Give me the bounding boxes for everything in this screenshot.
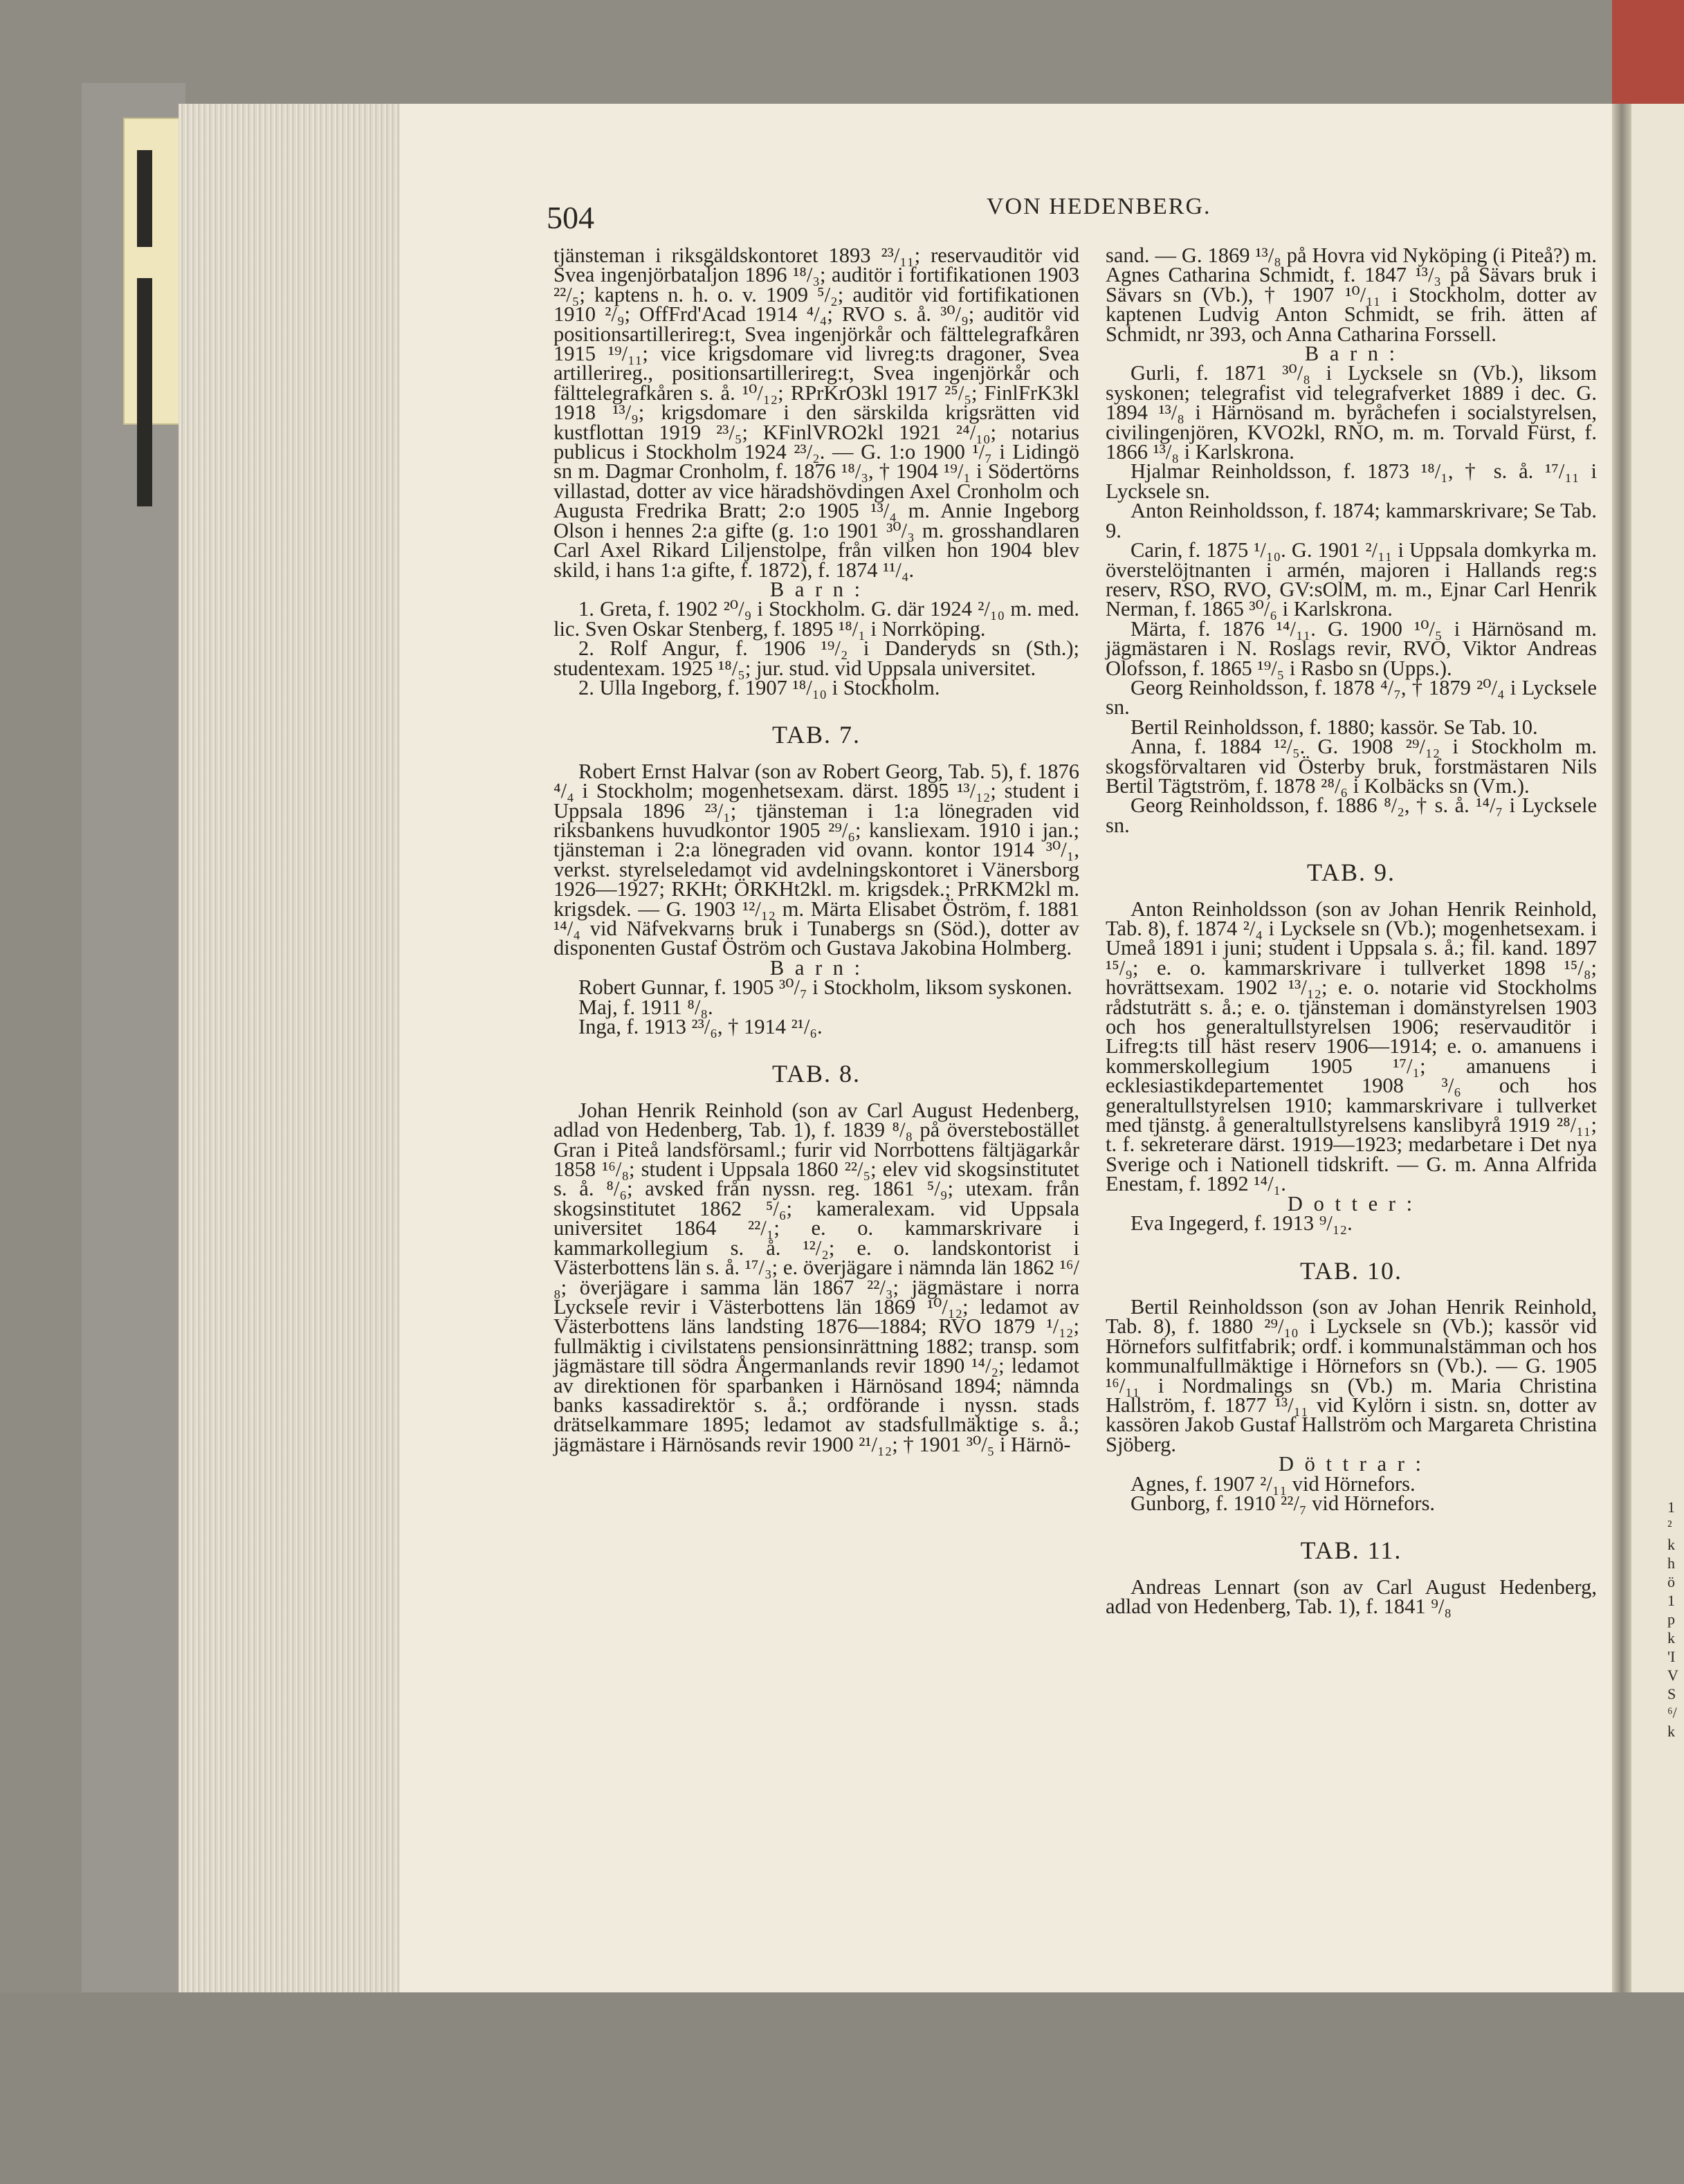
entry-paragraph: tjänsteman i riksgäldskontoret 1893 ²³/₁₁; reservauditör vid Svea ingenjörbataljon 1896 ¹⁸/₃; auditör i fortifikationen 1903 ²²/₅; kaptens n. h. o. v. 1909 ⁵/₂; auditör vid fortifikationen 1910 ²/₉; OffFrd'Acad 1914 ⁴/₄; RVO s. å. ³⁰/₉; auditör vid positionsartillerireg:t, Svea ingenjörkår och fälttelegrafkåren 1915 ¹⁹/₁₁; vice krigsdomare vid livreg:ts dragoner, Svea artillerireg., positionsartillerireg:t, Svea ingenjörkår och fälttelegrafkåren s. å. ¹⁰/₁₂; RPrKrO3kl 1917 ²⁵/₅; FinlFrK3kl 1918 ¹³/₉; krigsdomare i den särskilda krigsrätten vid kustflottan 1919 ²³/₅; KFinlVRO2kl 1921 ²⁴/₁₀; notarius publicus i Stockholm 1924 ²³/₂. — G. 1:o 1900 ¹/₇ i Lidingö sn m. Dagmar Cronholm, f. 1876 ¹⁸/₃, † 1904 ¹⁹/₁ i Södertörns villastad, dotter av vice häradshövdingen Axel Cronholm och Augusta Fredrika Bratt; 2:o 1905 ¹³/₄ m. Annie Ingeborg Olson i hennes 2:a gifte (g. 1:o 1901 ³⁰/₃ m. grosshandlaren Carl Axel Rikard Liljenstolpe, från vilken hon 1904 blev skild, i hans 1:a gifte, f. 1872), f. 1874 ¹¹/₄. — [553, 244, 1079, 582]
section-label: B a r n : — [769, 577, 863, 601]
margin-fragment: ⁶/ — [1667, 1704, 1677, 1721]
entry-paragraph: Agnes, f. 1907 ²/₁₁ vid Hörnefors. — [1131, 1471, 1416, 1496]
table-heading: TAB. 9. — [1306, 859, 1396, 887]
entry-paragraph: 2. Ulla Ingeborg, f. 1907 ¹⁸/₁₀ i Stockholm. — [578, 675, 940, 699]
entry-paragraph: Anton Reinholdsson (son av Johan Henrik Reinhold, Tab. 8), f. 1874 ²/₄ i Lycksele sn (Vb.); mogenhetsexam. i Umeå 1891 i juni; student i Uppsala s. å.; fil. kand. 1897 ¹⁵/₉; e. o. kammarskrivare i tullverket 1898 ¹⁵/₈; hovrättsexam. 1902 ¹³/₁₂; e. o. notarie vid Stockholms rådstuträtt s. å.; e. o. tjänsteman i domänstyrelsen 1903 och hos generaltullstyrelsen 1906; reservauditör i Lifreg:ts till häst reserv 1906—1914; e. o. amanuens i kommerskollegium 1905 ¹⁷/₁; amanuens i ecklesiastikdepartementet 1908 ³/₆ och hos generaltullstyrelsen 1910; kammarskrivare i tullverket med tjänstg. å generaltullstyrelsens kanslibyrå 1919 ²⁸/₁₁; t. f. sekreterare därst. 1919—1923; medarbetare i Det nya Sverige och i Nationell tidskrift. — G. m. Anna Alfrida Enestam, f. 1892 ¹⁴/₁. — [1106, 897, 1597, 1196]
section-label: D o t t e r : — [1287, 1191, 1416, 1215]
margin-fragment: 'I — [1667, 1648, 1676, 1665]
entry-paragraph: Carin, f. 1875 ¹/₁₀. G. 1901 ²/₁₁ i Uppsala domkyrka m. överstelöjtnanten i armén, majoren i Hallands reg:s reserv, RSO, RVO, GV:sOlM, m. m., Ejnar Carl Henrik Nerman, f. 1865 ³⁰/₆ i Karlskrona. — [1106, 538, 1597, 621]
entry-paragraph: Inga, f. 1913 ²³/₆, † 1914 ²¹/₆. — [578, 1015, 823, 1039]
entry-paragraph: Hjalmar Reinholdsson, f. 1873 ¹⁸/₁, † s. å. ¹⁷/₁₁ i Lycksele sn. — [1106, 459, 1597, 503]
table-heading: TAB. 7. — [771, 721, 861, 749]
entry-paragraph: Eva Ingegerd, f. 1913 ⁹/₁₂. — [1131, 1211, 1353, 1236]
entry-paragraph: Georg Reinholdsson, f. 1878 ⁴/₇, † 1879 ²⁰/₄ i Lycksele sn. — [1106, 675, 1597, 719]
section-label: D ö t t r a r : — [1279, 1452, 1424, 1476]
section-label: B a r n : — [769, 955, 863, 980]
entry-paragraph: Andreas Lennart (son av Carl August Hedenberg, adlad von Hedenberg, Tab. 1), f. 1841 ⁹/₈ — [1106, 1575, 1597, 1619]
table-heading: TAB. 11. — [1300, 1536, 1402, 1565]
running-head: VON HEDENBERG. — [987, 194, 1211, 219]
right-column — [1106, 246, 1597, 1617]
entry-paragraph: Robert Ernst Halvar (son av Robert Georg, Tab. 5), f. 1876 ⁴/₄ i Stockholm; mogenhetsexam. därst. 1895 ¹³/₁₂; student i Uppsala 1896 ²³/₁; tjänsteman i 1:a lönegraden vid riksbankens huvudkontor 1905 ²⁹/₆; kansliexam. 1910 i jan.; tjänsteman i 2:a lönegraden vid ovann. kontor 1914 ³⁰/₁, verkst. styrelseledamot vid avdelningskontoret i Vänersborg 1926—1927; RKHt; ÖRKHt2kl. m. krigsdek.; PrRKM2kl m. krigsdek. — G. 1903 ¹²/₁₂ m. Märta Elisabet Öström, f. 1881 ¹⁴/₄ vid Näfvekvarns bruk i Tunabergs sn (Söd.), dotter av disponenten Gustaf Öström och Gustava Jakobina Holmberg. — [553, 759, 1079, 960]
entry-paragraph: Johan Henrik Reinhold (son av Carl August Hedenberg, adlad von Hedenberg, Tab. 1), f. 1839 ⁸/₈ på överstebostället Gran i Piteå landsförsaml.; furir vid Norrbottens fältjägarkår 1858 ¹⁶/₈; student i Uppsala 1860 ²²/₅; elev vid skogsinstitutet s. å. ⁸/₆; avsked från nyssn. reg. 1861 ⁵/₉; utexam. från skogsinstitutet 1862 ⁵/₆; kameralexam. vid Uppsala universitet 1864 ²²/₁; e. o. kammarskrivare i kammarkollegium s. å. ¹²/₂; e. o. landskontorist i Västerbottens län s. å. ¹⁷/₃; e. överjägare i nämnda län 1862 ¹⁶/₈; överjägare i samma län 1867 ²²/₃; jägmästare i norra Lycksele revir i Västerbottens län 1869 ¹⁰/₁₂; ledamot av Västerbottens läns landsting 1876—1884; RVO 1879 ¹/₁₂; fullmäktig i civilstatens pensionsinrättning 1882; transp. som jägmästare till södra Ångermanlands revir 1890 ¹⁴/₂; ledamot av direktionen för sparbanken i Härnösand 1894; nämnda banks kassadirektör s. å.; ordförande i nyssn. stads drätselkammare 1895; ledamot av stadsfullmäktige s. å.; jägmästare i Härnösands revir 1900 ²¹/₁₂; † 1901 ³⁰/₅ i Härnö- — [553, 1098, 1079, 1456]
book-gutter — [1612, 104, 1631, 2096]
margin-fragment: V — [1667, 1667, 1678, 1684]
entry-paragraph: Märta, f. 1876 ¹⁴/₁₁. G. 1900 ¹⁰/₅ i Härnösand m. jägmästaren i N. Roslags revir, RVO, Viktor Andreas Olofsson, f. 1865 ¹⁹/₅ i Rasbo sn (Upps.). — [1106, 616, 1597, 680]
margin-fragment: ö — [1667, 1573, 1675, 1590]
entry-paragraph: Anna, f. 1884 ¹²/₅. G. 1908 ²⁹/₁₂ i Stockholm m. skogsförvaltaren vid Österby bruk, forstmästaren Nils Bertil Tägtström, f. 1878 ²⁸/₆ i Kolbäcks sn (Vm.). — [1106, 735, 1597, 798]
table-heading: TAB. 8. — [771, 1060, 861, 1088]
clip-mark — [137, 150, 152, 247]
entry-paragraph: 1. Greta, f. 1902 ²⁰/₉ i Stockholm. G. där 1924 ²/₁₀ m. med. lic. Sven Oskar Stenberg, f. 1895 ¹⁸/₁ i Norrköping. — [553, 597, 1079, 641]
scanner-background-bottom — [0, 1992, 1684, 2184]
entry-paragraph: Bertil Reinholdsson, f. 1880; kassör. Se Tab. 10. — [1131, 715, 1538, 739]
page-number: 504 — [547, 200, 594, 235]
margin-fragment: 1 — [1667, 1592, 1675, 1609]
book-page — [400, 104, 1612, 1992]
clip-mark — [137, 278, 152, 506]
entry-paragraph: Maj, f. 1911 ⁸/₈. — [578, 995, 713, 1019]
margin-fragment: k — [1667, 1723, 1675, 1740]
facing-page-fragments — [1667, 1498, 1678, 1741]
margin-fragment: S — [1667, 1685, 1676, 1703]
margin-fragment: ² — [1667, 1517, 1672, 1534]
margin-fragment: k — [1667, 1629, 1675, 1646]
entry-paragraph: sand. — G. 1869 ¹³/₈ på Hovra vid Nyköping (i Piteå?) m. Agnes Catharina Schmidt, f. 1847 ¹³/₃ på Sävars bruk i Sävars sn (Vb.), † 1907 ¹⁰/₁₁ i Stockholm, dotter av kaptenen Ludvig Anton Schmidt, se frih. ätten af Schmidt, nr 393, och Anna Catharina Forssell. — [1106, 244, 1597, 346]
facing-page — [1631, 104, 1684, 2096]
section-label: B a r n : — [1304, 342, 1398, 366]
entry-paragraph: Anton Reinholdsson, f. 1874; kammarskrivare; Se Tab. 9. — [1106, 499, 1597, 542]
entry-paragraph: 2. Rolf Angur, f. 1906 ¹⁹/₂ i Danderyds sn (Sth.); studentexam. 1925 ¹⁸/₅; jur. stud. vid Uppsala universitet. — [553, 636, 1079, 680]
entry-paragraph: Georg Reinholdsson, f. 1886 ⁸/₂, † s. å. ¹⁴/₇ i Lycksele sn. — [1106, 793, 1597, 837]
entry-paragraph: Gurli, f. 1871 ³⁰/₈ i Lycksele sn (Vb.), liksom syskonen; telegrafist vid telegrafverket 1889 i dec. G. 1894 ¹³/₈ i Härnösand m. byråchefen i socialstyrelsen, civilingenjören, KVO2kl, RNO, m. m. Torvald Fürst, f. 1866 ¹³/₈ i Karlskrona. — [1106, 361, 1597, 464]
margin-fragment: p — [1667, 1611, 1675, 1628]
entry-paragraph: Robert Gunnar, f. 1905 ³⁰/₇ i Stockholm, liksom syskonen. — [578, 975, 1072, 1000]
book-cover-corner — [1612, 0, 1684, 104]
table-heading: TAB. 10. — [1299, 1256, 1403, 1285]
margin-fragment: k — [1667, 1536, 1675, 1553]
margin-fragment: 1 — [1667, 1498, 1675, 1516]
entry-paragraph: Gunborg, f. 1910 ²²/₇ vid Hörnefors. — [1131, 1491, 1436, 1515]
left-column — [553, 246, 1079, 1454]
book-page-edges — [179, 104, 400, 2013]
entry-paragraph: Bertil Reinholdsson (son av Johan Henrik Reinhold, Tab. 8), f. 1880 ²⁹/₁₀ i Lycksele sn (Vb.); kassör vid Hörnefors sulfitfabrik; ordf. i kommunalstämman och hos kommunalfullmäktige i Hörnefors sn (Vb.). — G. 1905 ¹⁶/₁₁ i Nordmalings sn (Vb.) m. Maria Christina Hallström, f. 1877 ¹³/₁₁ vid Kylörn i sistn. sn, dotter av kassören Jakob Gustaf Hallström och Margareta Christina Sjöberg. — [1106, 1294, 1597, 1456]
margin-fragment: h — [1667, 1554, 1675, 1572]
